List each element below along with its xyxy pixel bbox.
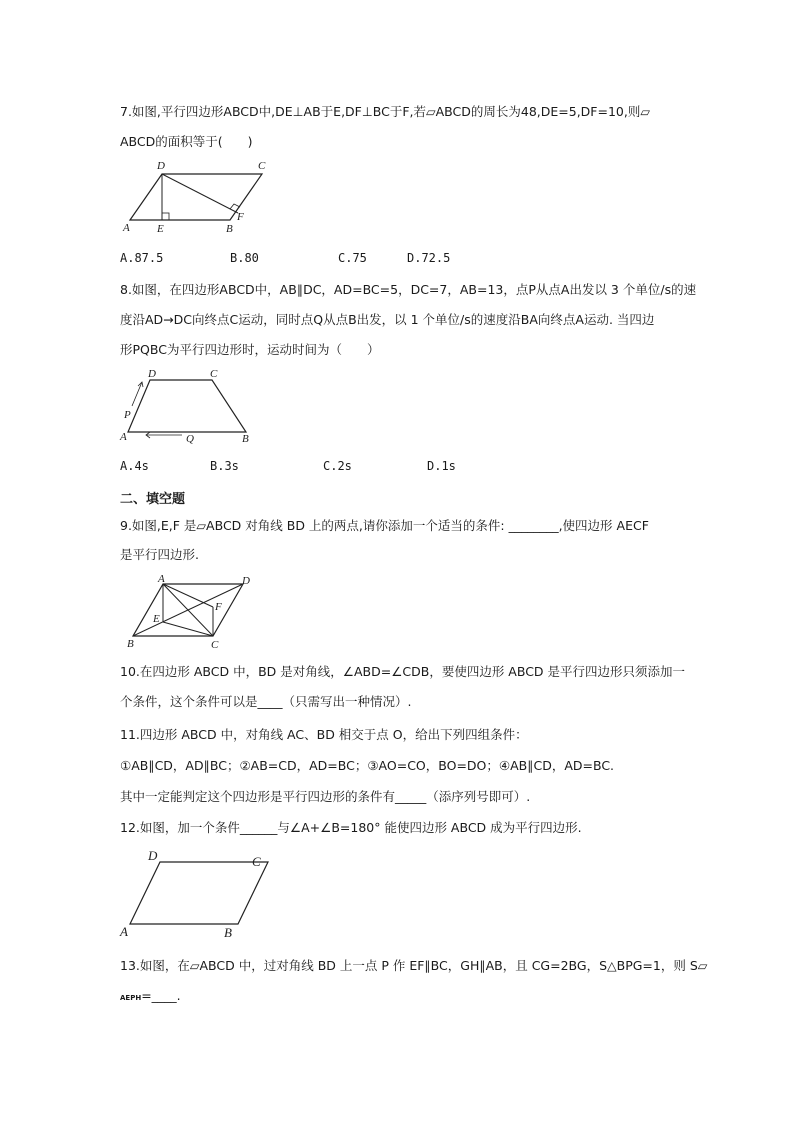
q7-line-2: ABCD的面积等于( ): [120, 134, 253, 149]
q9-label-e: E: [153, 613, 160, 625]
section-title: 二、填空题: [120, 492, 186, 507]
q11-line-2: ①AB∥CD，AD∥BC；②AB=CD，AD=BC；③AO=CO，BO=DO；④AB∥CD，AD=BC.: [120, 758, 615, 773]
q13-line-2: [120, 988, 181, 1006]
q12-label-b: B: [224, 925, 232, 940]
q7-label-f: F: [237, 211, 244, 223]
q12-label-a: A: [120, 924, 128, 939]
q9-label-a: A: [158, 573, 165, 585]
q7-label-b: B: [226, 223, 233, 235]
q8-label-c: C: [210, 368, 218, 380]
q8-label-b: B: [242, 433, 249, 445]
q9-figure: [125, 574, 265, 654]
q12-label-c: C: [252, 854, 261, 869]
q8-label-d: D: [148, 368, 156, 380]
q8-line-1: 8.如图，在四边形ABCD中，AB∥DC，AD=BC=5，DC=7，AB=13，点P从点A出发以 3 个单位/s的速: [120, 282, 697, 297]
q7-option-a: A.87.5: [120, 251, 164, 265]
q9-label-c: C: [211, 639, 219, 651]
q8-figure: [120, 366, 260, 446]
q7-line-1: 7.如图,平行四边形ABCD中,DE⊥AB于E,DF⊥BC于F,若▱ABCD的周长为48,DE=5,DF=10,则▱: [120, 104, 650, 119]
q11-line-1: 11.四边形 ABCD 中，对角线 AC、BD 相交于点 O，给出下列四组条件：: [120, 727, 528, 742]
q8-label-p: P: [124, 409, 131, 421]
q10-line-2: 个条件，这个条件可以是____（只需写出一种情况）.: [120, 694, 412, 709]
q12-line-1: 12.如图，加一个条件______与∠A+∠B=180° 能使四边形 ABCD 成为平行四边形.: [120, 820, 582, 835]
q13-line-1: 13.如图，在▱ABCD 中，过对角线 BD 上一点 P 作 EF∥BC，GH∥AB，且 CG=2BG，S△BPG=1，则 S▱: [120, 958, 708, 973]
q7-label-c: C: [258, 160, 266, 172]
q8-option-b: B.3s: [210, 459, 239, 473]
q13-answer-blank: =____.: [141, 988, 181, 1003]
q7-figure: [120, 158, 280, 238]
q8-line-3: 形PQBC为平行四边形时，运动时间为（ ）: [120, 342, 380, 357]
q9-label-d: D: [242, 575, 250, 587]
q10-line-1: 10.在四边形 ABCD 中，BD 是对角线，∠ABD=∠CDB，要使四边形 ABCD 是平行四边形只须添加一: [120, 664, 686, 679]
q7-option-b: B.80: [230, 251, 259, 265]
q9-label-f: F: [215, 601, 222, 613]
q7-option-d: D.72.5: [407, 251, 451, 265]
q11-line-3: 其中一定能判定这个四边形是平行四边形的条件有_____（添序列号即可）.: [120, 789, 531, 804]
q8-option-d: D.1s: [427, 459, 456, 473]
q12-figure: [120, 846, 280, 941]
q7-label-d: D: [157, 160, 165, 172]
q7-label-e: E: [157, 223, 164, 235]
q8-option-c: C.2s: [323, 459, 352, 473]
q9-line-2: 是平行四边形.: [120, 547, 199, 562]
q12-label-d: D: [148, 848, 158, 863]
q8-option-a: A.4s: [120, 459, 149, 473]
q7-label-a: A: [123, 222, 130, 234]
q8-label-a: A: [120, 431, 127, 443]
q7-option-c: C.75: [338, 251, 367, 265]
q8-line-2: 度沿AD→DC向终点C运动，同时点Q从点B出发，以 1 个单位/s的速度沿BA向终点A运动. 当四边: [120, 312, 655, 327]
q9-line-1: 9.如图,E,F 是▱ABCD 对角线 BD 上的两点,请你添加一个适当的条件: ________,使四边形 AECF: [120, 518, 649, 533]
q8-label-q: Q: [186, 433, 194, 445]
q13-subscript: AEPH: [120, 994, 142, 1002]
q9-label-b: B: [127, 638, 134, 650]
